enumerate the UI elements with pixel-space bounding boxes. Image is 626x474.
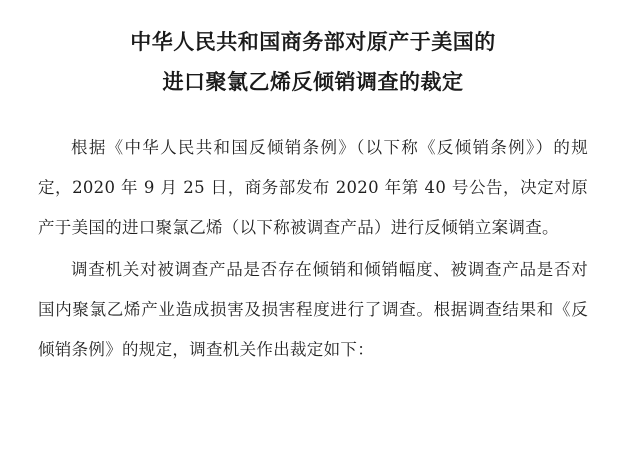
page-title-line-2: 进口聚氯乙烯反倾销调查的裁定 (162, 69, 464, 94)
page-title-line-1: 中华人民共和国商务部对原产于美国的 (130, 29, 496, 54)
paragraph-1: 根据《中华人民共和国反倾销条例》（以下称《反倾销条例》）的规定，2020 年 9 月 25 日，商务部发布 2020 年第 40 号公告，决定对原产于美国的进口聚氯乙烯（以下称被调查产品）进行反倾销立案调查。 (38, 138, 588, 237)
paragraph-2: 调查机关对被调查产品是否存在倾销和倾销幅度、被调查产品是否对国内聚氯乙烯产业造成损害及损害程度进行了调查。根据调查结果和《反倾销条例》的规定，调查机关作出裁定如下： (38, 260, 588, 359)
document-body (0, 102, 626, 370)
page-title (0, 0, 626, 102)
